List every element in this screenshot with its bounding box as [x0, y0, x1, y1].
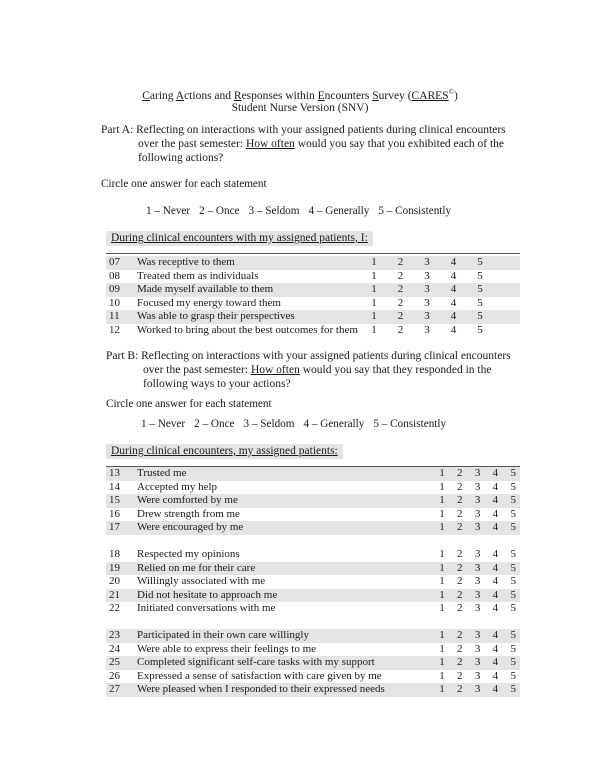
rating-option-3[interactable]: 3 — [474, 561, 481, 574]
part-b-scale-legend — [141, 418, 455, 430]
survey-item-row — [106, 467, 520, 481]
title-part: aring — [149, 89, 176, 102]
rating-option-4[interactable]: 4 — [450, 297, 457, 309]
rating-option-1[interactable]: 1 — [439, 507, 445, 520]
rating-option-4[interactable]: 4 — [492, 480, 499, 493]
item-statement: Were encouraged by me — [137, 521, 244, 533]
rating-option-3[interactable]: 3 — [424, 324, 430, 336]
rating-option-5[interactable]: 5 — [477, 324, 483, 336]
item-number: 12 — [109, 324, 120, 336]
item-number: 24 — [109, 642, 120, 655]
part-b-table-header — [106, 444, 343, 459]
survey-subtitle: Student Nurse Version (SNV) — [231, 102, 369, 114]
title-initial: E — [317, 89, 325, 102]
rating-option-5[interactable]: 5 — [477, 310, 483, 322]
item-statement: Initiated conversations with me — [137, 602, 276, 614]
item-statement: Worked to bring about the best outcomes for them — [137, 324, 358, 336]
rating-option-1[interactable]: 1 — [439, 683, 445, 695]
item-statement: Focused my energy toward them — [137, 297, 281, 309]
rating-option-5[interactable]: 5 — [510, 494, 516, 506]
item-statement: Trusted me — [137, 467, 187, 479]
rating-option-5[interactable]: 5 — [510, 683, 516, 695]
survey-item-row — [106, 508, 520, 522]
rating-option-3[interactable]: 3 — [474, 629, 481, 641]
rating-option-5[interactable]: 5 — [510, 480, 516, 493]
item-number: 17 — [109, 521, 120, 533]
rating-option-4[interactable]: 4 — [492, 669, 499, 682]
rating-option-3[interactable]: 3 — [424, 297, 430, 309]
rating-option-1[interactable]: 1 — [439, 494, 445, 506]
rating-option-1[interactable]: 1 — [439, 642, 445, 655]
rating-option-4[interactable]: 4 — [492, 575, 499, 587]
part-a-line — [101, 138, 504, 150]
rating-option-5[interactable]: 5 — [477, 270, 483, 282]
rating-option-2[interactable]: 2 — [457, 548, 463, 560]
rating-option-4[interactable]: 4 — [492, 629, 499, 641]
rating-option-4[interactable]: 4 — [450, 270, 457, 282]
rating-option-5[interactable]: 5 — [510, 588, 516, 601]
rating-option-4[interactable]: 4 — [450, 283, 457, 295]
rating-option-2[interactable]: 2 — [397, 283, 404, 295]
survey-item-row — [106, 270, 520, 284]
item-number: 21 — [109, 588, 120, 601]
part-a-instruction: Circle one answer for each statement — [101, 178, 267, 190]
title-initial: A — [175, 89, 185, 102]
rating-option-3[interactable]: 3 — [474, 575, 481, 587]
survey-item-row — [106, 548, 520, 562]
title-part: ctions and — [184, 89, 234, 102]
scale-seldom: 3 – Seldom — [248, 205, 300, 217]
item-statement: Was able to grasp their perspectives — [137, 310, 295, 322]
part-b-instruction: Circle one answer for each statement — [106, 398, 272, 410]
item-statement: Were pleased when I responded to their expressed needs — [137, 683, 385, 695]
survey-title — [0, 88, 600, 102]
rating-option-5[interactable]: 5 — [510, 548, 516, 560]
part-a-line: Reflecting on interactions with your assigned patients during clinical encounters — [136, 124, 506, 136]
rating-option-2[interactable]: 2 — [457, 507, 463, 520]
scale-once: 2 – Once — [194, 418, 235, 430]
rating-option-1[interactable]: 1 — [439, 480, 445, 493]
part-a-text: over the past semester: — [138, 138, 246, 150]
survey-item-row — [106, 283, 520, 297]
item-statement: Made myself available to them — [137, 283, 274, 295]
item-statement: Respected my opinions — [137, 548, 240, 560]
survey-item-row — [106, 481, 520, 495]
item-statement: Were comforted by me — [137, 494, 238, 506]
part-b-line — [106, 364, 491, 376]
item-statement: Accepted my help — [137, 480, 218, 493]
rating-option-1[interactable]: 1 — [439, 561, 445, 574]
item-number: 13 — [109, 467, 120, 479]
item-number: 20 — [109, 575, 120, 587]
item-statement: Completed significant self-care tasks with my support — [137, 656, 375, 668]
item-number: 23 — [109, 629, 120, 641]
rating-option-4[interactable]: 4 — [450, 310, 457, 322]
rating-option-3[interactable]: 3 — [474, 642, 481, 655]
item-number: 15 — [109, 494, 120, 506]
survey-item-row — [106, 256, 520, 270]
divider — [106, 253, 520, 254]
rating-option-1[interactable]: 1 — [439, 521, 445, 533]
how-often-emphasis: How often — [245, 138, 295, 150]
rating-option-1[interactable]: 1 — [371, 324, 377, 336]
rating-option-2[interactable]: 2 — [457, 642, 463, 655]
rating-option-3[interactable]: 3 — [424, 310, 430, 322]
rating-option-3[interactable]: 3 — [424, 270, 430, 282]
rating-option-4[interactable]: 4 — [450, 324, 457, 336]
rating-option-1[interactable]: 1 — [439, 669, 445, 682]
rating-option-1[interactable]: 1 — [371, 256, 377, 268]
scale-generally: 4 – Generally — [308, 205, 370, 217]
rating-option-5[interactable]: 5 — [510, 575, 516, 587]
rating-option-2[interactable]: 2 — [397, 270, 404, 282]
item-statement: Drew strength from me — [137, 507, 240, 520]
scale-once: 2 – Once — [199, 205, 240, 217]
rating-option-1[interactable]: 1 — [439, 467, 445, 479]
rating-option-4[interactable]: 4 — [492, 602, 499, 614]
part-a-scale-legend — [146, 205, 460, 217]
rating-option-5[interactable]: 5 — [510, 656, 516, 668]
item-number: 26 — [109, 669, 120, 682]
rating-option-1[interactable]: 1 — [439, 656, 445, 668]
item-statement: Expressed a sense of satisfaction with care given by me — [137, 669, 382, 682]
title-part: ) — [453, 89, 458, 102]
survey-item-row — [106, 683, 520, 697]
item-number: 09 — [109, 283, 120, 295]
rating-option-3[interactable]: 3 — [474, 494, 481, 506]
item-statement: Participated in their own care willingly — [137, 629, 309, 641]
rating-option-5[interactable]: 5 — [477, 256, 483, 268]
item-number: 27 — [109, 683, 120, 695]
item-statement: Relied on me for their care — [137, 561, 256, 574]
rating-option-4[interactable]: 4 — [450, 256, 457, 268]
rating-option-3[interactable]: 3 — [474, 656, 481, 668]
rating-option-4[interactable]: 4 — [492, 642, 499, 655]
rating-option-3[interactable]: 3 — [474, 507, 481, 520]
rating-option-3[interactable]: 3 — [474, 602, 481, 614]
rating-option-3[interactable]: 3 — [474, 467, 481, 479]
rating-option-2[interactable]: 2 — [397, 256, 404, 268]
scale-consistently: 5 – Consistently — [373, 418, 447, 430]
rating-option-5[interactable]: 5 — [510, 629, 516, 641]
item-number: 22 — [109, 602, 120, 614]
part-a-header-text: During clinical encounters with my assigned patients, I: — [111, 232, 368, 244]
survey-item-row — [106, 562, 520, 576]
title-part: urvey ( — [378, 89, 412, 102]
survey-item-row — [106, 643, 520, 657]
part-a-prompt — [101, 123, 506, 165]
rating-option-2[interactable]: 2 — [397, 310, 404, 322]
item-number: 07 — [109, 256, 120, 268]
item-number: 08 — [109, 270, 120, 282]
rating-option-2[interactable]: 2 — [457, 602, 463, 614]
part-b-prompt — [106, 349, 511, 391]
item-number: 19 — [109, 561, 120, 574]
rating-option-3[interactable]: 3 — [474, 669, 481, 682]
part-a-line: following actions? — [138, 152, 224, 164]
rating-option-1[interactable]: 1 — [439, 588, 445, 601]
rating-option-1[interactable]: 1 — [439, 602, 445, 614]
rating-option-5[interactable]: 5 — [477, 283, 483, 295]
rating-option-4[interactable]: 4 — [492, 683, 499, 695]
rating-option-3[interactable]: 3 — [424, 256, 430, 268]
item-statement: Were able to express their feelings to me — [137, 642, 317, 655]
rating-option-1[interactable]: 1 — [439, 548, 445, 560]
rating-option-5[interactable]: 5 — [477, 297, 483, 309]
rating-option-5[interactable]: 5 — [510, 669, 516, 682]
item-number: 18 — [109, 548, 120, 560]
rating-option-2[interactable]: 2 — [457, 575, 463, 587]
how-often-emphasis: How often — [250, 364, 300, 376]
copyright-mark: © — [448, 88, 454, 96]
title-part: ncounters — [324, 89, 373, 102]
rating-option-4[interactable]: 4 — [492, 588, 499, 601]
item-statement: Willingly associated with me — [137, 575, 266, 587]
part-b-text: would you say that they responded in the — [299, 364, 492, 376]
rating-option-2[interactable]: 2 — [457, 561, 463, 574]
rating-option-2[interactable]: 2 — [457, 683, 463, 695]
title-initial: C — [142, 89, 150, 102]
rating-option-1[interactable]: 1 — [371, 310, 377, 322]
part-a-text: would you say that you exhibited each of the — [294, 138, 504, 150]
rating-option-4[interactable]: 4 — [492, 467, 499, 479]
rating-option-5[interactable]: 5 — [510, 507, 516, 520]
survey-item-row — [106, 575, 520, 589]
part-b-line: Reflecting on interactions with your assigned patients during clinical encounters — [141, 350, 511, 362]
survey-item-row — [106, 310, 520, 324]
part-b-line: following ways to your actions? — [143, 378, 291, 390]
rating-option-3[interactable]: 3 — [474, 480, 481, 493]
survey-item-row — [106, 629, 520, 643]
rating-option-2[interactable]: 2 — [397, 324, 404, 336]
rating-option-2[interactable]: 2 — [457, 656, 463, 668]
survey-item-row — [106, 324, 520, 338]
item-number: 10 — [109, 297, 120, 309]
rating-option-4[interactable]: 4 — [492, 548, 499, 560]
rating-option-2[interactable]: 2 — [457, 629, 463, 641]
rating-option-4[interactable]: 4 — [492, 561, 499, 574]
rating-option-2[interactable]: 2 — [457, 494, 463, 506]
rating-option-2[interactable]: 2 — [457, 669, 463, 682]
title-initial: R — [233, 89, 242, 102]
part-b-label: Part B: — [106, 350, 139, 362]
item-statement: Was receptive to them — [137, 256, 235, 268]
item-number: 25 — [109, 656, 120, 668]
rating-option-2[interactable]: 2 — [457, 521, 463, 533]
part-a-label: Part A: — [101, 124, 134, 136]
part-a-table-header — [106, 231, 373, 246]
item-statement: Treated them as individuals — [137, 270, 259, 282]
rating-option-3[interactable]: 3 — [474, 548, 481, 560]
rating-option-5[interactable]: 5 — [510, 467, 516, 479]
rating-option-1[interactable]: 1 — [439, 629, 445, 641]
scale-never: 1 – Never — [146, 205, 191, 217]
survey-item-row — [106, 297, 520, 311]
survey-item-row — [106, 521, 520, 535]
rating-option-3[interactable]: 3 — [474, 521, 481, 533]
rating-option-3[interactable]: 3 — [474, 588, 481, 601]
part-b-header-text: During clinical encounters, my assigned patients: — [111, 445, 338, 457]
part-b-text: over the past semester: — [143, 364, 251, 376]
survey-item-row — [106, 494, 520, 508]
rating-option-2[interactable]: 2 — [457, 467, 463, 479]
rating-option-5[interactable]: 5 — [510, 642, 516, 655]
survey-item-row — [106, 602, 520, 616]
survey-item-row — [106, 670, 520, 684]
rating-option-2[interactable]: 2 — [457, 588, 463, 601]
rating-option-2[interactable]: 2 — [397, 297, 404, 309]
rating-option-3[interactable]: 3 — [474, 683, 481, 695]
scale-seldom: 3 – Seldom — [243, 418, 295, 430]
item-statement: Did not hesitate to approach me — [137, 588, 278, 601]
rating-option-4[interactable]: 4 — [492, 656, 499, 668]
rating-option-3[interactable]: 3 — [424, 283, 430, 295]
item-number: 16 — [109, 507, 120, 520]
rating-option-4[interactable]: 4 — [492, 507, 499, 520]
rating-option-2[interactable]: 2 — [457, 480, 463, 493]
title-part: esponses within — [241, 89, 318, 102]
rating-option-4[interactable]: 4 — [492, 521, 499, 533]
title-initial: S — [372, 89, 379, 102]
scale-never: 1 – Never — [141, 418, 186, 430]
scale-consistently: 5 – Consistently — [378, 205, 452, 217]
rating-option-1[interactable]: 1 — [439, 575, 445, 587]
scale-generally: 4 – Generally — [303, 418, 365, 430]
item-number: 14 — [109, 480, 120, 493]
item-number: 11 — [109, 310, 120, 322]
rating-option-5[interactable]: 5 — [510, 561, 516, 574]
survey-item-row — [106, 589, 520, 603]
rating-option-1[interactable]: 1 — [371, 297, 377, 309]
rating-option-5[interactable]: 5 — [510, 521, 516, 533]
rating-option-4[interactable]: 4 — [492, 494, 499, 506]
title-acronym: CARES — [411, 89, 449, 102]
rating-option-5[interactable]: 5 — [510, 602, 516, 614]
rating-option-1[interactable]: 1 — [371, 270, 377, 282]
survey-item-row — [106, 656, 520, 670]
rating-option-1[interactable]: 1 — [371, 283, 377, 295]
